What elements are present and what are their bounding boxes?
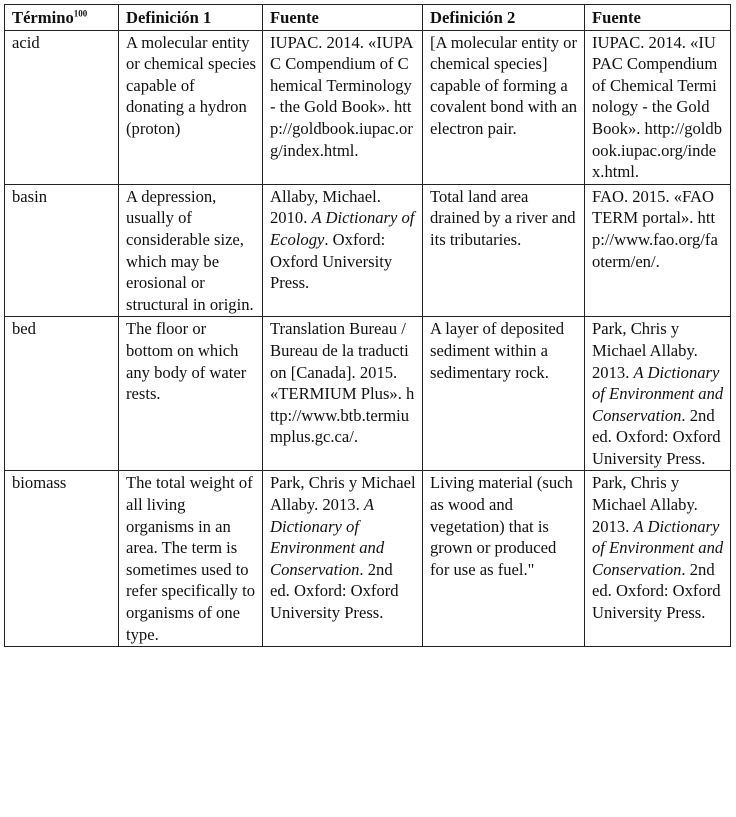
definition-2-cell: Living material (such as wood and vegetation) that is grown or produced for use as fuel."	[423, 471, 585, 647]
source-citation: Park, Chris y Michael Allaby. 2013.	[270, 473, 416, 515]
table-row	[5, 30, 731, 184]
term-cell: basin	[5, 184, 119, 317]
source-1-cell: Translation Bureau / Bureau de la traduction [Canada]. 2015. «TERMIUM Plus». http://www.btb.termiumplus.gc.ca/.	[263, 317, 423, 471]
definition-1-cell: A depression, usually of considerable size, which may be erosional or structural in origin.	[119, 184, 263, 317]
source-title: A Dictionary of Ecology	[270, 208, 415, 249]
term-cell: acid	[5, 30, 119, 184]
source-citation: Allaby, Michael. 2010.	[270, 186, 381, 228]
source-citation: Park, Chris y Michael Allaby. 2013.	[592, 473, 698, 536]
footnote-marker: 100	[73, 8, 88, 19]
source-citation: Park, Chris y Michael Allaby. 2013.	[592, 319, 698, 382]
header-definition-1: Definición 1	[119, 5, 263, 31]
glossary-table	[4, 4, 731, 647]
definition-1-cell: The floor or bottom on which any body of water rests.	[119, 317, 263, 471]
table-row	[5, 184, 731, 317]
source-publisher: . 2nd ed. Oxford: Oxford University Press.	[592, 559, 721, 623]
definition-1-cell: The total weight of all living organisms in an area. The term is sometimes used to refer specifically to organisms of one type.	[119, 471, 263, 647]
source-title: A Dictionary of Environment and Conservation	[592, 362, 724, 425]
source-publisher: . 2nd ed. Oxford: Oxford University Press.	[592, 405, 721, 468]
table-row	[5, 471, 731, 647]
source-2-cell	[585, 471, 731, 647]
definition-2-cell: [A molecular entity or chemical species] capable of forming a covalent bond with an electron pair.	[423, 30, 585, 184]
header-source-2: Fuente	[585, 5, 731, 31]
header-term	[5, 5, 119, 31]
source-publisher: . 2nd ed. Oxford: Oxford University Press.	[270, 559, 399, 623]
term-cell: bed	[5, 317, 119, 471]
table-row	[5, 317, 731, 471]
source-publisher: . Oxford: Oxford University Press.	[270, 229, 393, 293]
definition-1-cell: A molecular entity or chemical species capable of donating a hydron (proton)	[119, 30, 263, 184]
source-title: A Dictionary of Environment and Conservation	[592, 516, 724, 579]
source-2-cell: FAO. 2015. «FAO TERM portal». http://www.fao.org/faoterm/en/.	[585, 184, 731, 317]
source-2-cell	[585, 317, 731, 471]
term-cell: biomass	[5, 471, 119, 647]
definition-2-cell: Total land area drained by a river and its tributaries.	[423, 184, 585, 317]
header-definition-2: Definición 2	[423, 5, 585, 31]
header-source-1: Fuente	[263, 5, 423, 31]
source-1-cell: IUPAC. 2014. «IUPAC Compendium of Chemical Terminology - the Gold Book». http://goldbook.iupac.org/index.html.	[263, 30, 423, 184]
header-row	[5, 5, 731, 31]
source-2-cell: IUPAC. 2014. «IUPAC Compendium of Chemical Terminology - the Gold Book». http://goldbook.iupac.org/index.html.	[585, 30, 731, 184]
definition-2-cell: A layer of deposited sediment within a sedimentary rock.	[423, 317, 585, 471]
source-1-cell	[263, 184, 423, 317]
source-title: A Dictionary of Environment and Conservation	[270, 495, 385, 579]
header-term-label: Término	[12, 8, 74, 27]
source-1-cell	[263, 471, 423, 647]
